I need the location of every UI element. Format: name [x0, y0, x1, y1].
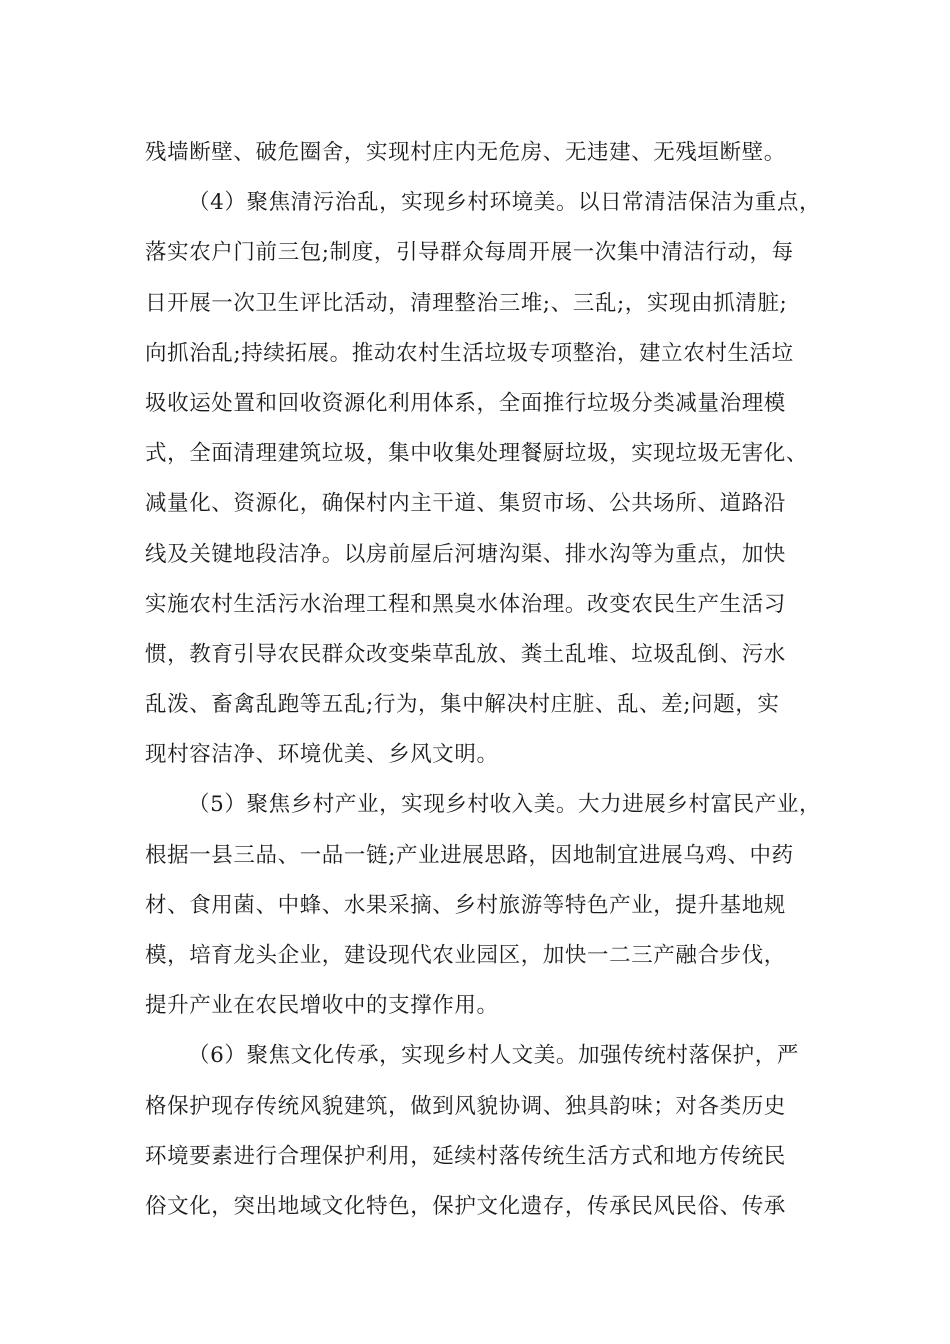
- text-line: 向抓治乱;持续拓展。推动农村生活垃圾专项整治，建立农村生活垃: [145, 340, 794, 366]
- text-line: 式，全面清理建筑垃圾，集中收集处理餐厨垃圾，实现垃圾无害化、: [145, 441, 809, 467]
- text-line: 环境要素进行合理保护利用，延续村落传统生活方式和地方传统民: [145, 1143, 786, 1169]
- text-line: 圾收运处置和回收资源化利用体系，全面推行垃圾分类减量治理模: [145, 390, 786, 416]
- text-line: 线及关键地段洁净。以房前屋后河塘沟渠、排水沟等为重点，加快: [145, 541, 786, 567]
- text-line: 现村容洁净、环境优美、乡风文明。: [145, 742, 499, 768]
- paragraph-5-start: （5）聚焦乡村产业，实现乡村收入美。大力进展乡村富民产业，: [188, 792, 822, 818]
- text-line: 材、食用菌、中蜂、水果采摘、乡村旅游等特色产业，提升基地规: [145, 892, 786, 918]
- body-text: [145, 128, 845, 1232]
- text-line: 落实农户门前三包;制度，引导群众每周开展一次集中清洁行动，每: [145, 240, 794, 266]
- text-line: 惯，教育引导农民群众改变柴草乱放、粪土乱堆、垃圾乱倒、污水: [145, 641, 786, 667]
- text-line: 模，培育龙头企业，建设现代农业园区，加快一二三产融合步伐，: [145, 943, 786, 968]
- text-line: 格保护现存传统风貌建筑，做到风貌协调、独具韵味；对各类历史: [145, 1093, 786, 1119]
- paragraph-4-start: （4）聚焦清污治乱，实现乡村环境美。以日常清洁保洁为重点，: [188, 190, 822, 216]
- text-line: 残墙断壁、破危圈舍，实现村庄内无危房、无违建、无残垣断壁。: [145, 140, 786, 165]
- text-line: 实施农村生活污水治理工程和黑臭水体治理。改变农民生产生活习: [145, 591, 786, 617]
- text-line: 日开展一次卫生评比活动，清理整治三堆;、三乱;，实现由抓清脏;: [145, 290, 788, 316]
- paragraph-6-start: （6）聚焦文化传承，实现乡村人文美。加强传统村落保护，严: [188, 1043, 799, 1069]
- text-line: 俗文化，突出地域文化特色，保护文化遗存，传承民风民俗、传承: [145, 1193, 786, 1219]
- text-line: 根据一县三品、一品一链;产业进展思路，因地制宜进展乌鸡、中药: [145, 842, 794, 868]
- text-line: 减量化、资源化，确保村内主干道、集贸市场、公共场所、道路沿: [145, 491, 786, 517]
- text-line: 提升产业在农民增收中的支撑作用。: [145, 993, 499, 1019]
- text-line: 乱泼、畜禽乱跑等五乱;行为，集中解决村庄脏、乱、差;问题，实: [145, 692, 780, 718]
